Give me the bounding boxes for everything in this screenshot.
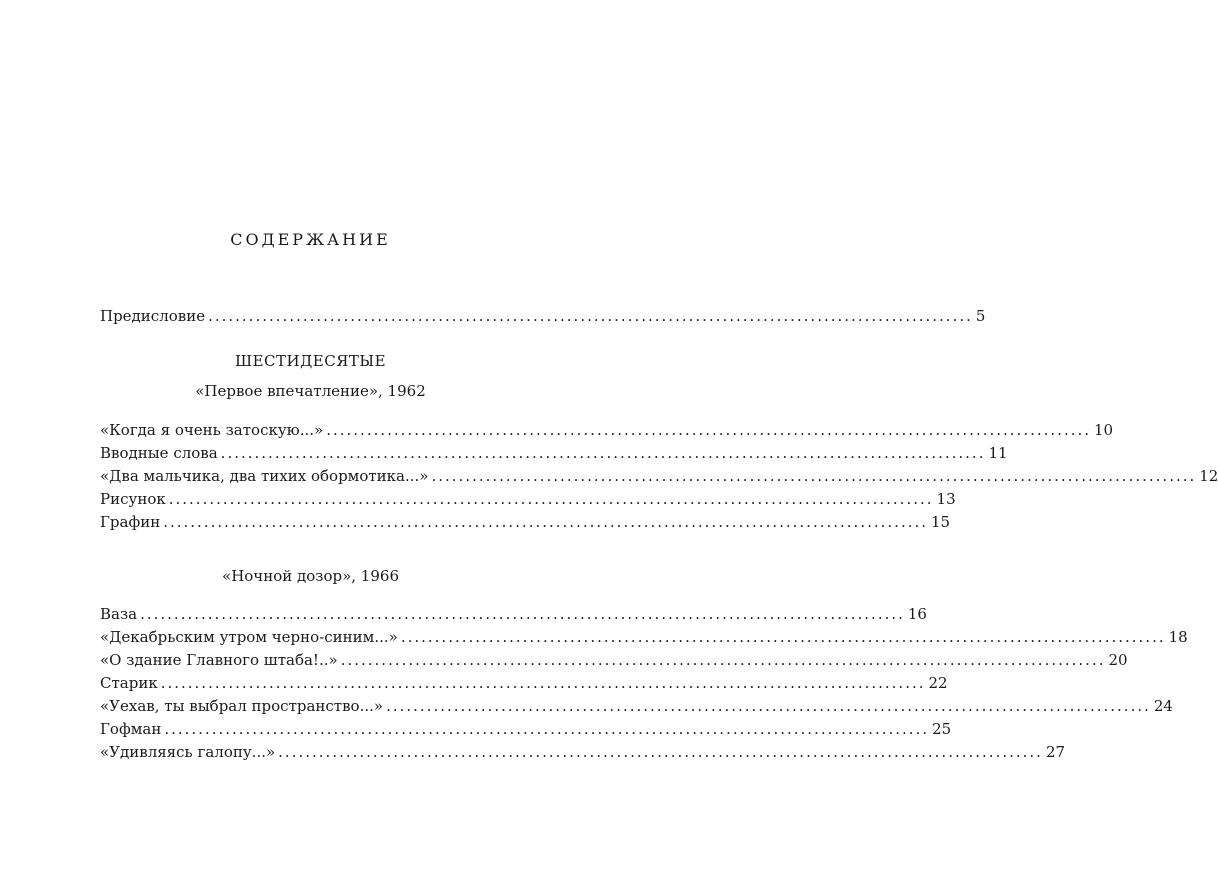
toc-entry [100,443,1008,463]
toc-entry-page: 25 [932,720,952,738]
toc-leader-dots: ................................................................................................................. [326,421,1092,439]
toc-entry [100,489,956,509]
toc-entry-title: «Удивляясь галопу...» [100,743,276,761]
toc-entry-page: 22 [928,674,948,692]
toc-entry-title: Графин [100,513,161,531]
toc-entry-page: 13 [936,490,956,508]
toc-entry-title: «Когда я очень затоскую...» [100,421,324,439]
toc-entry [100,673,948,693]
toc-entry [100,604,927,624]
toc-entry [100,650,1128,670]
toc-entry-page: 16 [907,605,927,623]
section-heading: ШЕСТИДЕСЯТЫЕ [234,352,387,370]
toc-entry-title: Рисунок [100,490,166,508]
toc-leader-dots: ................................................................................................................. [140,605,905,623]
toc-entry-page: 15 [931,513,951,531]
toc-leader-dots: ................................................................................................................. [386,697,1151,715]
toc-entry [100,420,1114,440]
toc-entry [100,696,1173,716]
toc-entry-title: «Декабрьским утром черно-синим...» [100,628,398,646]
toc-entry-page: 18 [1168,628,1188,646]
toc-entry-page: 11 [988,444,1008,462]
toc-leader-dots: ................................................................................................................. [400,628,1166,646]
toc-entry-title: Старик [100,674,158,692]
toc-entry-title: Вводные слова [100,444,218,462]
toc-entry-preface [100,306,986,326]
toc-leader-dots: ................................................................................................................. [340,651,1106,669]
toc-leader-dots: ................................................................................................................. [164,720,930,738]
toc-leader-dots: ................................................................................................................. [160,674,926,692]
toc-entry [100,627,1188,647]
collection-heading: «Ночной дозор», 1966 [222,567,399,585]
page-title: СОДЕРЖАНИЕ [230,230,391,249]
toc-entry-page: 12 [1199,467,1218,485]
toc-entry [100,742,1066,762]
toc-leader-dots: ................................................................................................................. [278,743,1043,761]
toc-entry-title: Гофман [100,720,162,738]
toc-entry-title: «Уехав, ты выбрал пространство...» [100,697,384,715]
toc-entry-title: «Два мальчика, два тихих обормотика...» [100,467,429,485]
toc-entry-page: 10 [1094,421,1114,439]
collection-heading: «Первое впечатление», 1962 [195,382,426,400]
toc-leader-dots: ................................................................................................................. [220,444,986,462]
toc-entry-page: 5 [975,307,986,325]
toc-leader-dots: ................................................................................................................. [168,490,934,508]
toc-leader-dots: ................................................................................................................. [431,467,1197,485]
toc-entry [100,719,952,739]
toc-entry [100,512,951,532]
toc-entry-page: 27 [1045,743,1066,761]
toc-entry-title: Ваза [100,605,138,623]
toc-entry-title: «О здание Главного штаба!..» [100,651,338,669]
toc-entry-page: 24 [1153,697,1173,715]
toc-leader-dots: ................................................................................................................. [208,307,973,325]
toc-leader-dots: ................................................................................................................. [163,513,929,531]
toc-entry [100,466,1218,486]
toc-entry-title: Предисловие [100,307,206,325]
toc-entry-page: 20 [1108,651,1128,669]
